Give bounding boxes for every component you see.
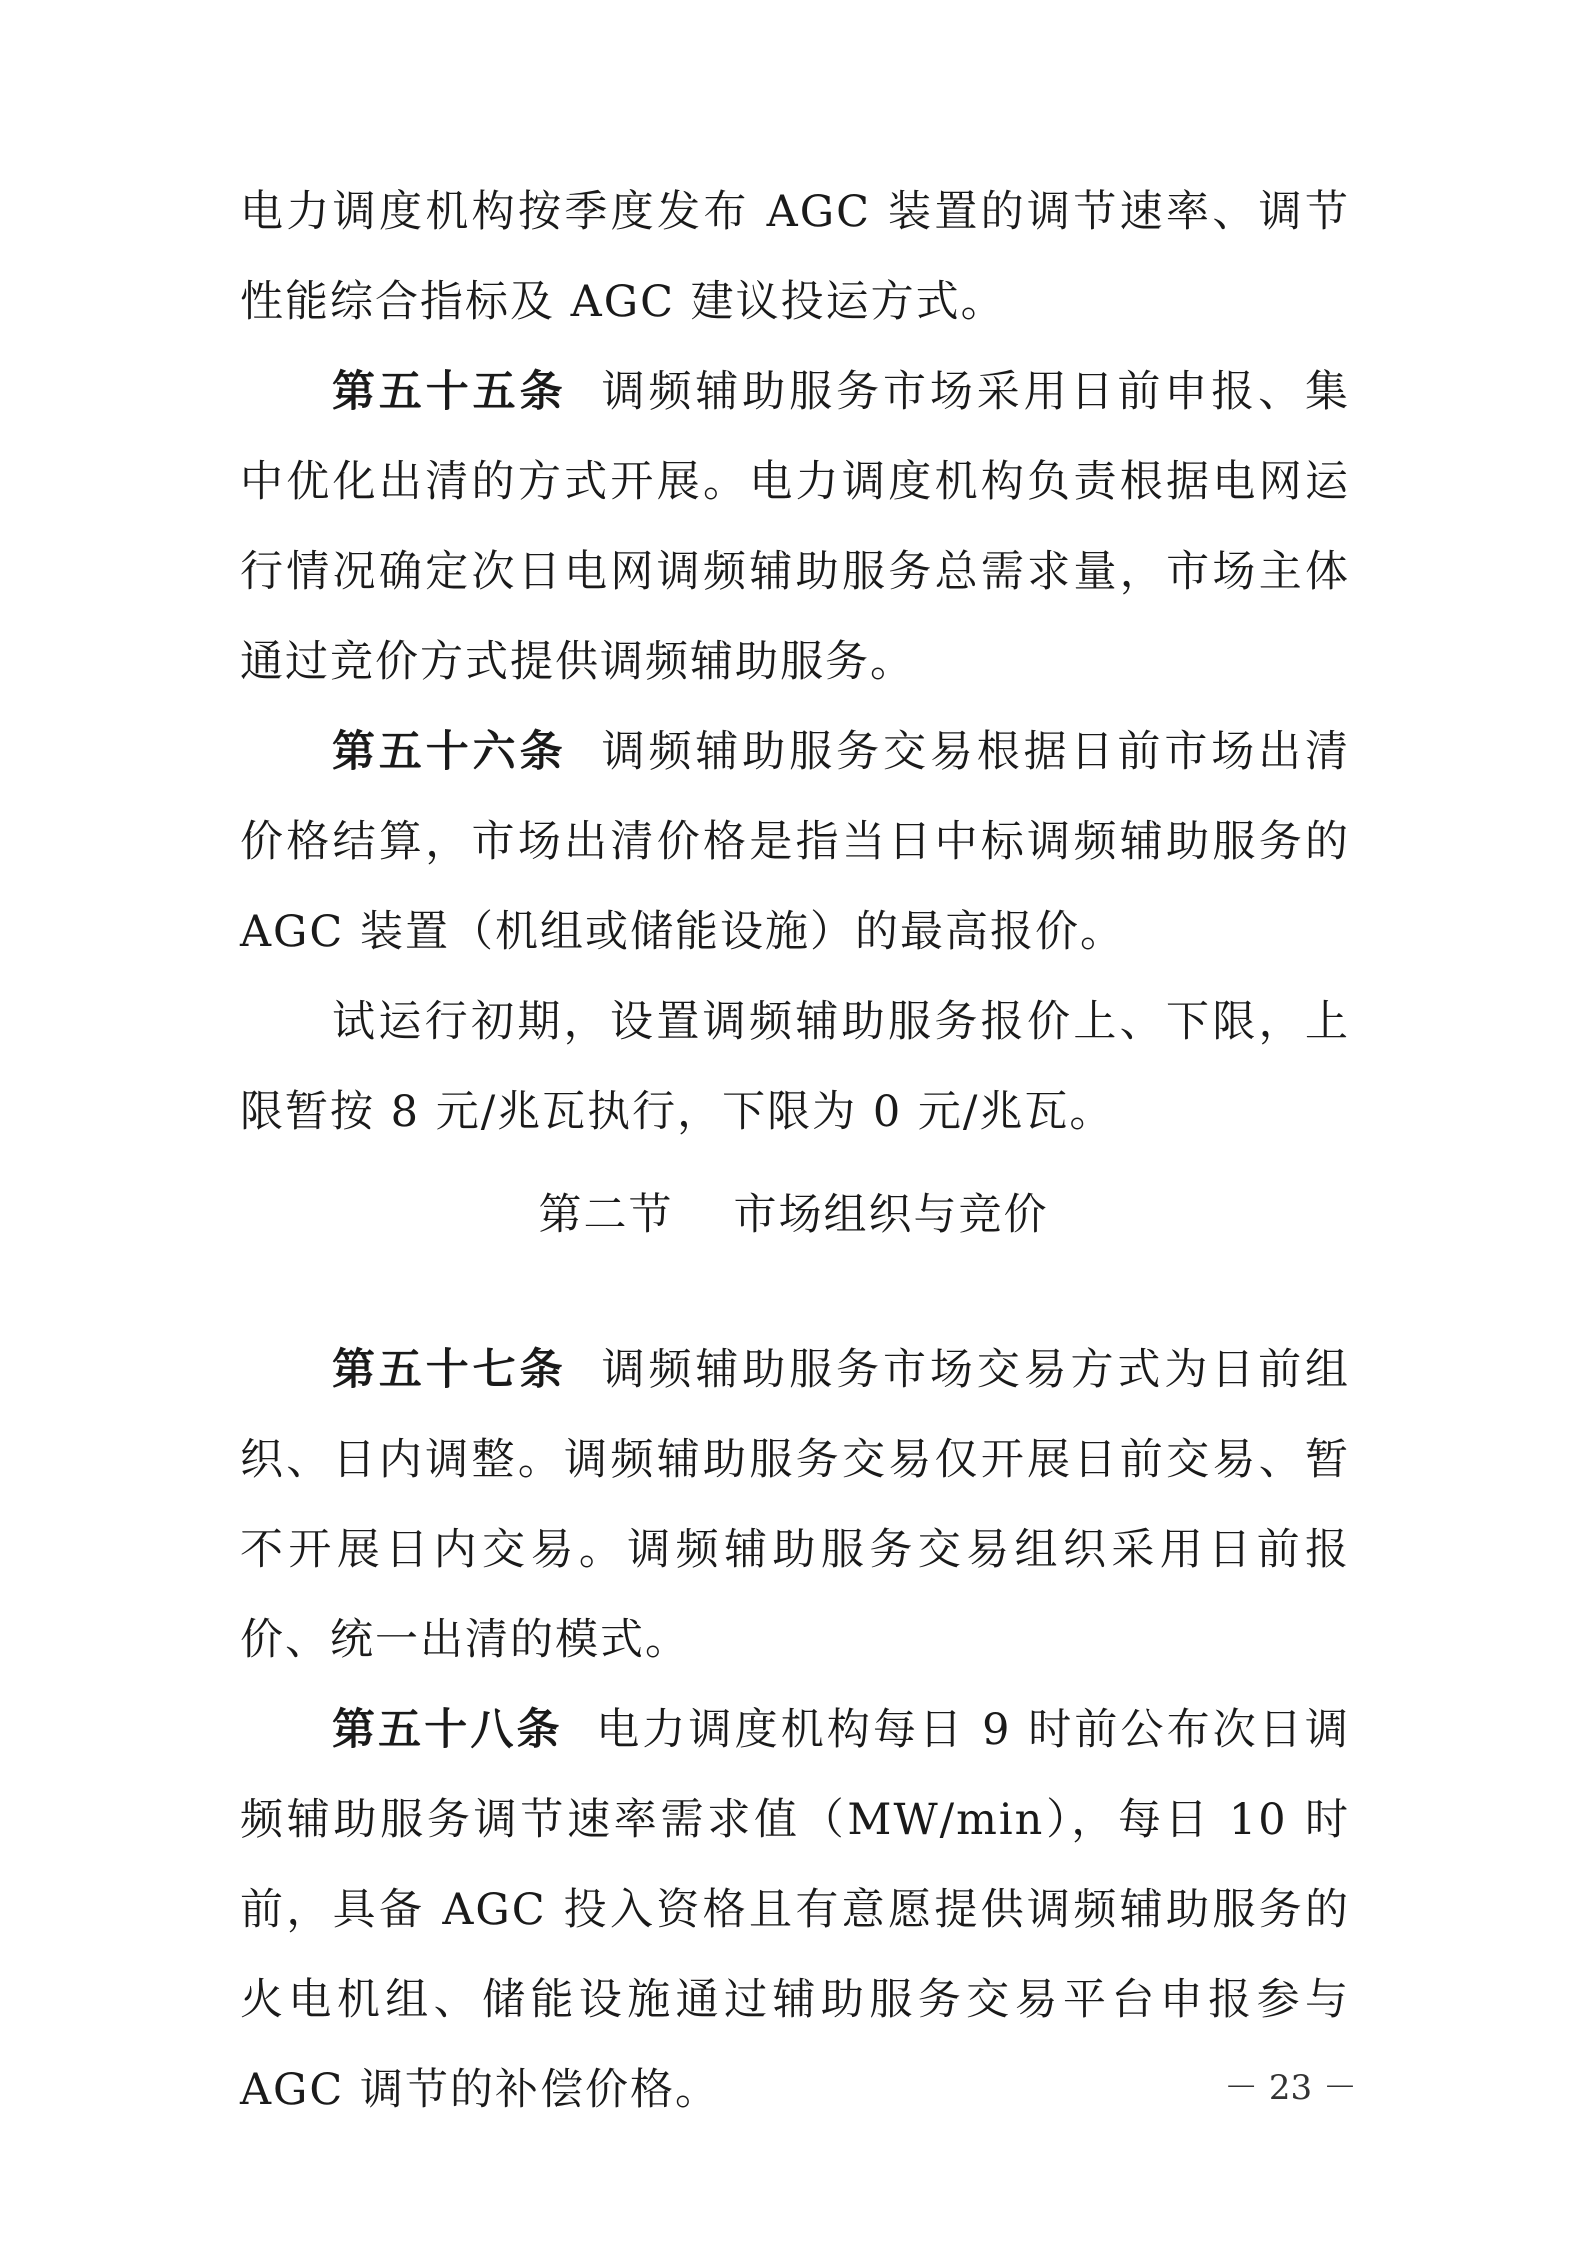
section-title: 市场组织与竞价 [733,1190,1049,1240]
paragraph-article-58 [240,1685,1350,2135]
paragraph-text: 电力调度机构每日 9 时前公布次日调频辅助服务调节速率需求值（MW/min），每日 10 时前，具备 AGC 投入资格且有意愿提供调频辅助服务的火电机组、储能设施通过辅助服务交易平台申报参与 AGC 调节的补偿价格。 [240,1705,1350,2115]
paragraph-text: 电力调度机构按季度发布 AGC 装置的调节速率、调节性能综合指标及 AGC 建议投运方式。 [240,187,1350,327]
article-heading: 第五十五条 [332,367,567,417]
section-label: 第二节 [538,1190,674,1240]
paragraph-article-56 [240,707,1350,977]
paragraph-article-57 [240,1325,1350,1685]
page-number: － 23 － [1224,2068,1357,2108]
paragraph-text: 试运行初期，设置调频辅助服务报价上、下限，上限暂按 8 元/兆瓦执行，下限为 0 元/兆瓦。 [240,997,1350,1137]
article-heading: 第五十八条 [332,1705,563,1755]
body-text-bottom [240,1325,1350,2135]
article-heading: 第五十六条 [332,727,567,777]
paragraph-agc-release [240,167,1350,347]
article-heading: 第五十七条 [332,1345,567,1395]
paragraph-text: 调频辅助服务市场交易方式为日前组织、日内调整。调频辅助服务交易仅开展日前交易、暂不开展日内交易。调频辅助服务交易组织采用日前报价、统一出清的模式。 [240,1345,1350,1665]
paragraph-text: 调频辅助服务交易根据日前市场出清价格结算，市场出清价格是指当日中标调频辅助服务的 AGC 装置（机组或储能设施）的最高报价。 [240,727,1350,957]
section-heading [0,1185,1587,1245]
paragraph-text: 调频辅助服务市场采用日前申报、集中优化出清的方式开展。电力调度机构负责根据电网运行情况确定次日电网调频辅助服务总需求量，市场主体通过竞价方式提供调频辅助服务。 [240,367,1350,687]
body-text-top [240,167,1350,1157]
paragraph-price-limits [240,977,1350,1157]
paragraph-article-55 [240,347,1350,707]
